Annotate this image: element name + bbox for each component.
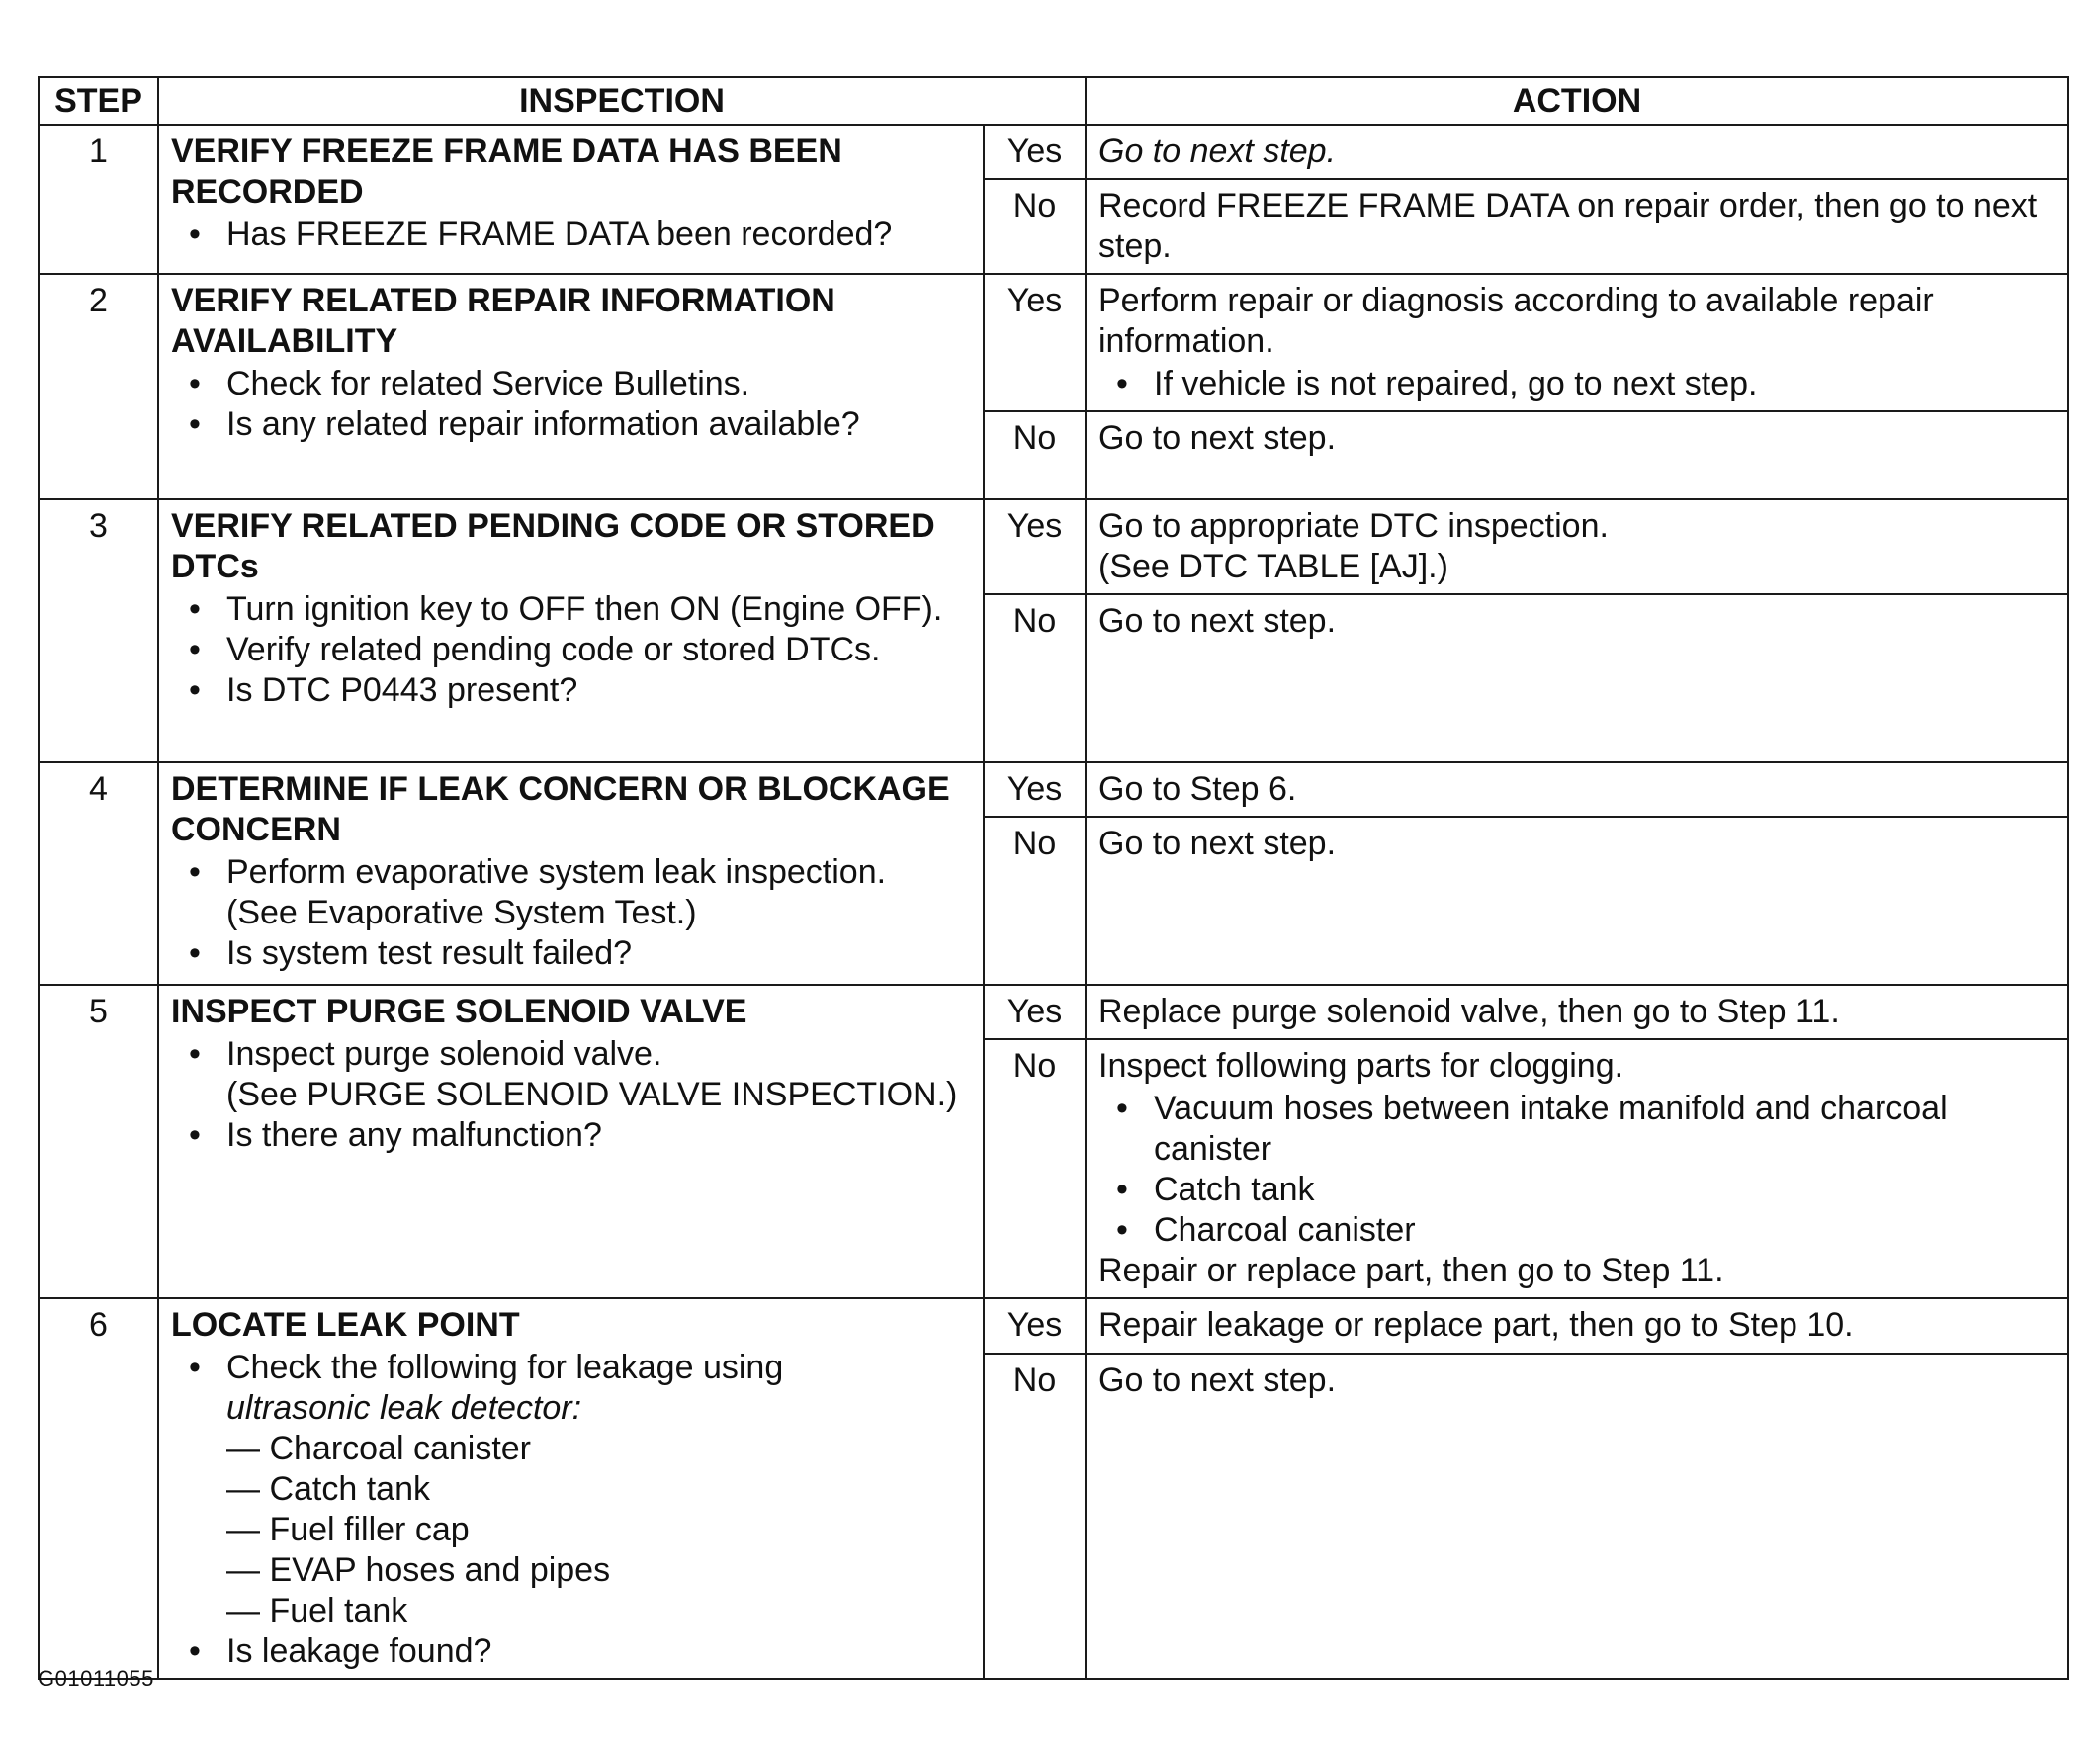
step-title: LOCATE LEAK POINT (171, 1306, 520, 1344)
bullet-item: • Is any related repair information available? (171, 404, 975, 445)
no-action: Go to next step. (1086, 1354, 2068, 1679)
yes-action: Repair leakage or replace part, then go to Step 10. (1086, 1298, 2068, 1354)
step-number: 2 (39, 274, 158, 499)
bullet-item: • Is leakage found? (171, 1631, 975, 1672)
no-label: No (984, 1039, 1086, 1298)
bullet-item (171, 1348, 975, 1631)
yes-label: Yes (984, 762, 1086, 817)
no-label: No (984, 817, 1086, 985)
step-4-inspection (158, 762, 984, 985)
header-step: STEP (39, 77, 158, 125)
no-action: Go to next step. (1086, 411, 2068, 499)
dash-item: — EVAP hoses and pipes (226, 1551, 611, 1589)
bullet-list (1098, 364, 2059, 404)
step-5-inspection (158, 985, 984, 1298)
yes-label: Yes (984, 985, 1086, 1039)
bullet-item: • Charcoal canister (1098, 1210, 2059, 1251)
step-1-inspection (158, 125, 984, 274)
header-inspection: INSPECTION (158, 77, 1086, 125)
no-action-cell (1086, 1039, 2068, 1298)
yes-action-cell (1086, 499, 2068, 594)
no-label: No (984, 179, 1086, 274)
bullet-list (171, 1348, 975, 1672)
yes-label: Yes (984, 274, 1086, 411)
step-4-yes-row (39, 762, 2068, 817)
bullet-list (171, 215, 975, 255)
no-label: No (984, 1354, 1086, 1679)
bullet-item: • Is system test result failed? (171, 933, 975, 974)
bullet-list (171, 589, 975, 711)
bullet-text-italic: ultrasonic leak detector: (226, 1389, 582, 1427)
step-number: 6 (39, 1298, 158, 1679)
step-2-yes-row (39, 274, 2068, 411)
step-number: 5 (39, 985, 158, 1298)
step-title: VERIFY FREEZE FRAME DATA HAS BEEN RECORDED (171, 132, 842, 211)
yes-action: Go to Step 6. (1086, 762, 2068, 817)
no-action: Record FREEZE FRAME DATA on repair order, then go to next step. (1086, 179, 2068, 274)
step-2-inspection (158, 274, 984, 499)
step-title: INSPECT PURGE SOLENOID VALVE (171, 993, 747, 1030)
bullet-item (171, 852, 975, 933)
bullet-item: • Vacuum hoses between intake manifold and charcoal canister (1098, 1089, 2059, 1170)
step-title: DETERMINE IF LEAK CONCERN OR BLOCKAGE CONCERN (171, 770, 950, 848)
bullet-text: • Inspect purge solenoid valve. (226, 1035, 662, 1073)
yes-action: Go to appropriate DTC inspection. (1098, 507, 1609, 545)
bullet-item (171, 1034, 975, 1115)
bullet-item: • Verify related pending code or stored DTCs. (171, 630, 975, 670)
dash-item: — Charcoal canister (226, 1430, 532, 1467)
bullet-list (171, 364, 975, 445)
step-6-inspection (158, 1298, 984, 1679)
header-row (39, 77, 2068, 125)
bullet-item: • Is DTC P0443 present? (171, 670, 975, 711)
yes-action: Replace purge solenoid valve, then go to Step 11. (1086, 985, 2068, 1039)
bullet-reference: (See PURGE SOLENOID VALVE INSPECTION.) (226, 1076, 958, 1113)
bullet-text: • Check the following for leakage using (226, 1349, 784, 1386)
no-label: No (984, 594, 1086, 762)
bullet-list (171, 1034, 975, 1156)
yes-label: Yes (984, 125, 1086, 179)
bullet-item: • Catch tank (1098, 1170, 2059, 1210)
dash-item: — Fuel tank (226, 1592, 408, 1629)
step-3-yes-row (39, 499, 2068, 594)
diagnostic-table (38, 76, 2069, 1680)
bullet-list (1098, 1089, 2059, 1251)
step-title: VERIFY RELATED REPAIR INFORMATION AVAILABILITY (171, 282, 835, 360)
yes-action: Go to next step. (1086, 125, 2068, 179)
bullet-item: • If vehicle is not repaired, go to next step. (1098, 364, 2059, 404)
no-action: Go to next step. (1086, 817, 2068, 985)
step-number: 3 (39, 499, 158, 762)
yes-action-reference: (See DTC TABLE [AJ].) (1098, 548, 1448, 585)
step-6-yes-row (39, 1298, 2068, 1354)
no-action-end: Repair or replace part, then go to Step 11. (1098, 1252, 1724, 1289)
bullet-item: • Has FREEZE FRAME DATA been recorded? (171, 215, 975, 255)
header-action: ACTION (1086, 77, 2068, 125)
bullet-item: • Turn ignition key to OFF then ON (Engine OFF). (171, 589, 975, 630)
step-1-yes-row (39, 125, 2068, 179)
step-5-yes-row (39, 985, 2068, 1039)
no-action: Inspect following parts for clogging. (1098, 1047, 1624, 1085)
step-number: 4 (39, 762, 158, 985)
bullet-item: • Is there any malfunction? (171, 1115, 975, 1156)
yes-label: Yes (984, 499, 1086, 594)
bullet-list (171, 852, 975, 974)
bullet-item: • Check for related Service Bulletins. (171, 364, 975, 404)
step-number: 1 (39, 125, 158, 274)
yes-action-cell (1086, 274, 2068, 411)
dash-item: — Catch tank (226, 1470, 430, 1508)
bullet-reference: (See Evaporative System Test.) (226, 894, 697, 931)
no-label: No (984, 411, 1086, 499)
step-3-inspection (158, 499, 984, 762)
yes-label: Yes (984, 1298, 1086, 1354)
no-action: Go to next step. (1086, 594, 2068, 762)
step-title: VERIFY RELATED PENDING CODE OR STORED DTCs (171, 507, 935, 585)
yes-action: Perform repair or diagnosis according to available repair information. (1098, 282, 1934, 360)
figure-id: G01011055 (38, 1666, 154, 1691)
bullet-text: • Perform evaporative system leak inspection. (226, 853, 887, 891)
dash-item: — Fuel filler cap (226, 1511, 470, 1548)
